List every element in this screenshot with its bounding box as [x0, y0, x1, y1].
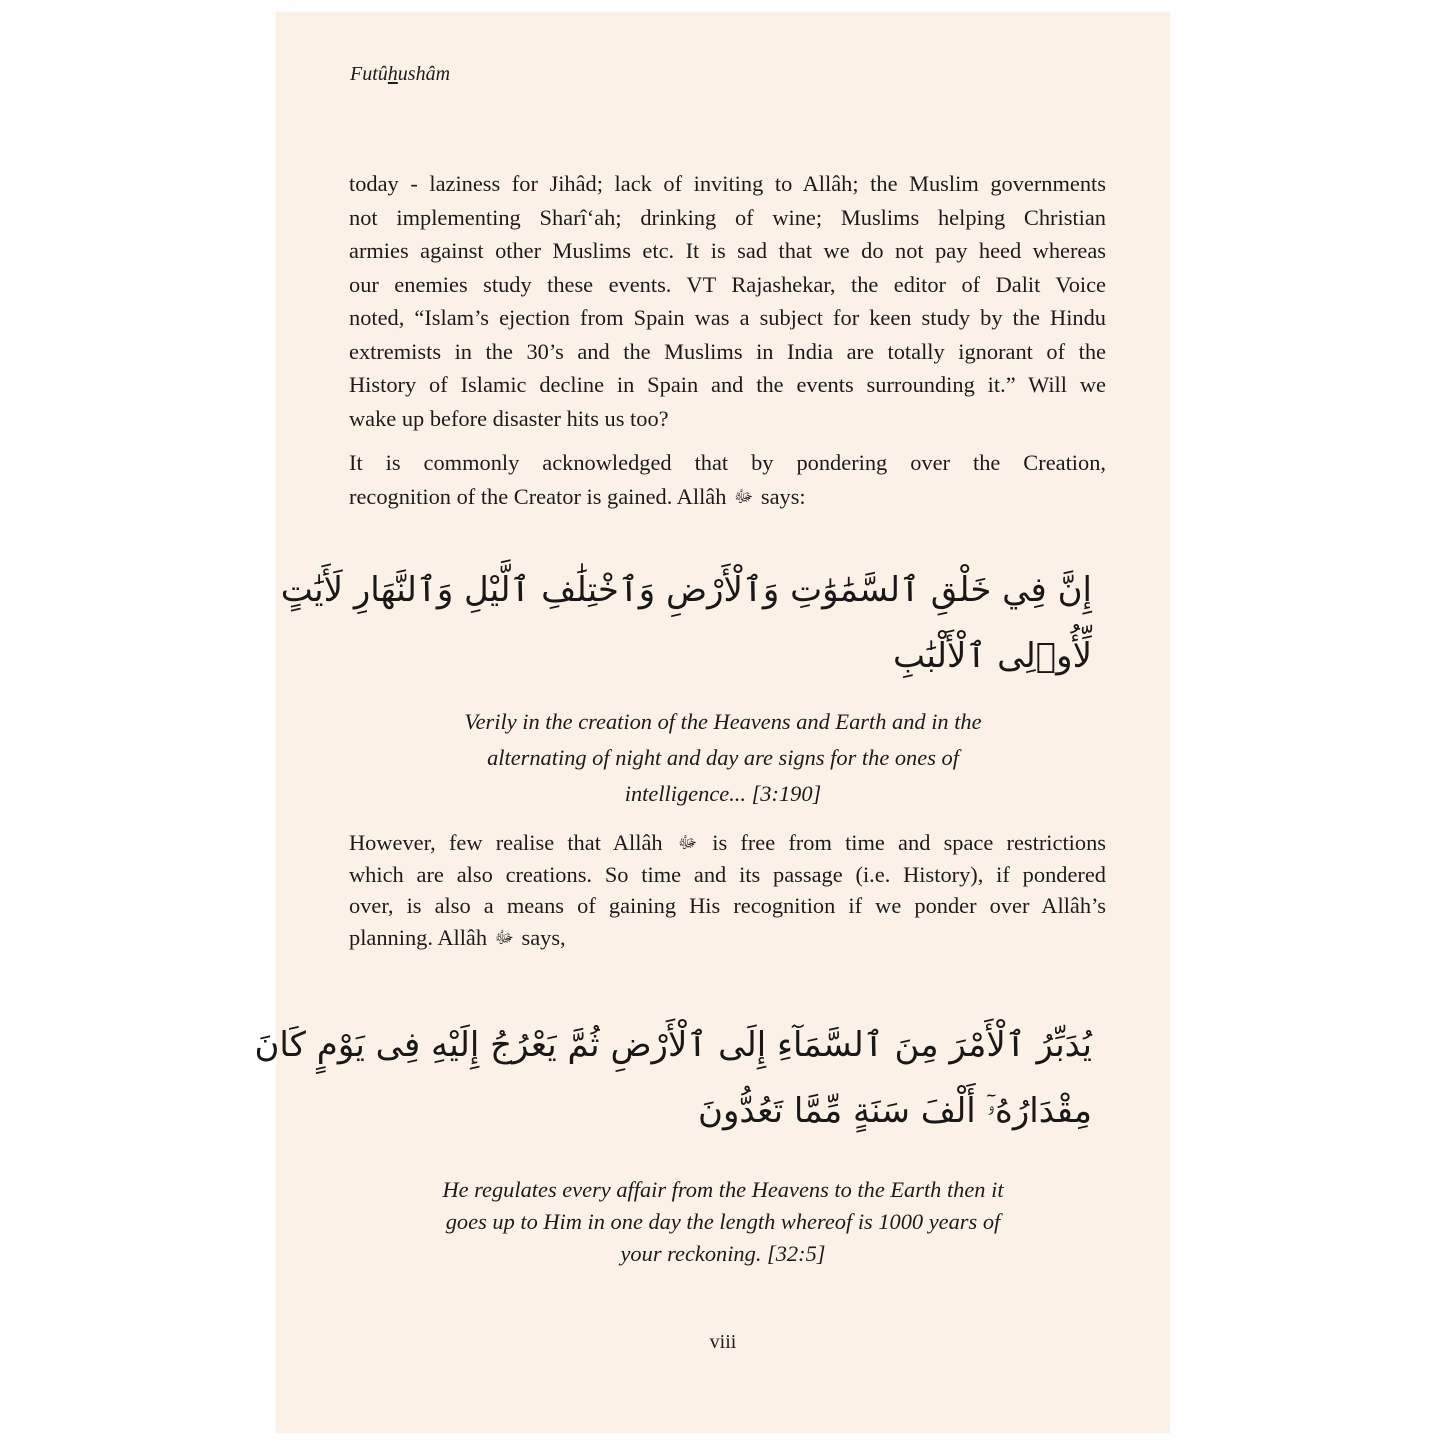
translation-line: Verily in the creation of the Heavens and Earth and in the	[464, 709, 982, 734]
paragraph-time	[349, 827, 1106, 953]
translation-line: intelligence... [3:190]	[624, 781, 822, 806]
translation-line: your reckoning. [32:5]	[620, 1241, 826, 1266]
arabic-line: إِنَّ فِي خَلْقِ ٱلسَّمَٰوَٰتِ وَٱلْأَرْضِ وَٱخْتِلَٰفِ ٱلَّيْلِ وَٱلنَّهَارِ لَأَيَٰتٍ	[280, 570, 1092, 610]
text-line	[349, 480, 1106, 514]
text-segment: recognition of the Creator is gained. Allâh	[349, 483, 727, 509]
paragraph-history	[349, 167, 1106, 435]
text-line: noted, “Islam’s ejection from Spain was a subject for keen study by the Hindu	[349, 305, 1106, 330]
text-line: our enemies study these events. VT Rajashekar, the editor of Dalit Voice	[349, 271, 1106, 297]
text-line: today - laziness for Jihâd; lack of inviting to Allâh; the Muslim governments	[349, 171, 1106, 196]
text-line	[349, 827, 1106, 859]
text-segment: planning. Allâh	[349, 924, 488, 950]
running-head-underlined-letter: h	[387, 63, 398, 85]
arabic-line: لِّأُو۟لِى ٱلْأَلْبَٰبِ	[892, 636, 1092, 676]
text-segment: says,	[521, 924, 566, 950]
text-line: not implementing Sharî‘ah; drinking of wine; Muslims helping Christian	[349, 204, 1106, 230]
verse-translation-2	[396, 1174, 1050, 1270]
text-segment: is free from time and space restrictions	[712, 830, 1106, 855]
book-page	[254, 12, 1170, 1433]
translation-line: He regulates every affair from the Heavens to the Earth then it	[442, 1177, 1004, 1202]
text-line: over, is also a means of gaining His recognition if we ponder over Allâh’s	[349, 893, 1106, 918]
running-head-part: Futû	[350, 63, 388, 85]
text-line: History of Islamic decline in Spain and the events surrounding it.” Will we	[349, 372, 1106, 397]
paragraph-creation	[349, 446, 1106, 513]
translation-line: goes up to Him in one day the length whereof is 1000 years of	[445, 1209, 1001, 1234]
translation-line: alternating of night and day are signs for the ones of	[487, 745, 959, 770]
arabic-line: يُدَبِّرُ ٱلْأَمْرَ مِنَ ٱلسَّمَآءِ إِلَى ٱلْأَرْضِ ثُمَّ يَعْرُجُ إِلَيْهِ فِى يَوْمٍ كَانَ	[254, 1025, 1092, 1065]
quran-verse-arabic-2	[254, 1012, 1092, 1144]
arabic-line: مِقْدَارُهُۥٓ أَلْفَ سَنَةٍ مِّمَّا تَعُدُّونَ	[698, 1091, 1092, 1131]
verse-translation-1	[396, 704, 1050, 812]
text-line	[349, 922, 1106, 954]
running-head-part: ushâm	[397, 63, 451, 85]
honorific-glyph: ﷻ	[677, 833, 698, 852]
text-line: It is commonly acknowledged that by pondering over the Creation,	[349, 450, 1106, 475]
text-segment: However, few realise that Allâh	[349, 830, 663, 855]
quran-verse-arabic-1	[280, 557, 1092, 689]
text-line: which are also creations. So time and its passage (i.e. History), if pondered	[349, 861, 1106, 887]
text-line: armies against other Muslims etc. It is sad that we do not pay heed whereas	[349, 238, 1106, 263]
text-line: extremists in the 30’s and the Muslims in India are totally ignorant of the	[349, 338, 1106, 364]
running-head	[350, 62, 450, 86]
page-number: viii	[709, 1331, 737, 1353]
text-line: wake up before disaster hits us too?	[349, 405, 669, 431]
honorific-glyph: ﷻ	[734, 486, 754, 506]
text-segment: says:	[760, 483, 806, 509]
honorific-glyph: ﷻ	[494, 927, 514, 947]
